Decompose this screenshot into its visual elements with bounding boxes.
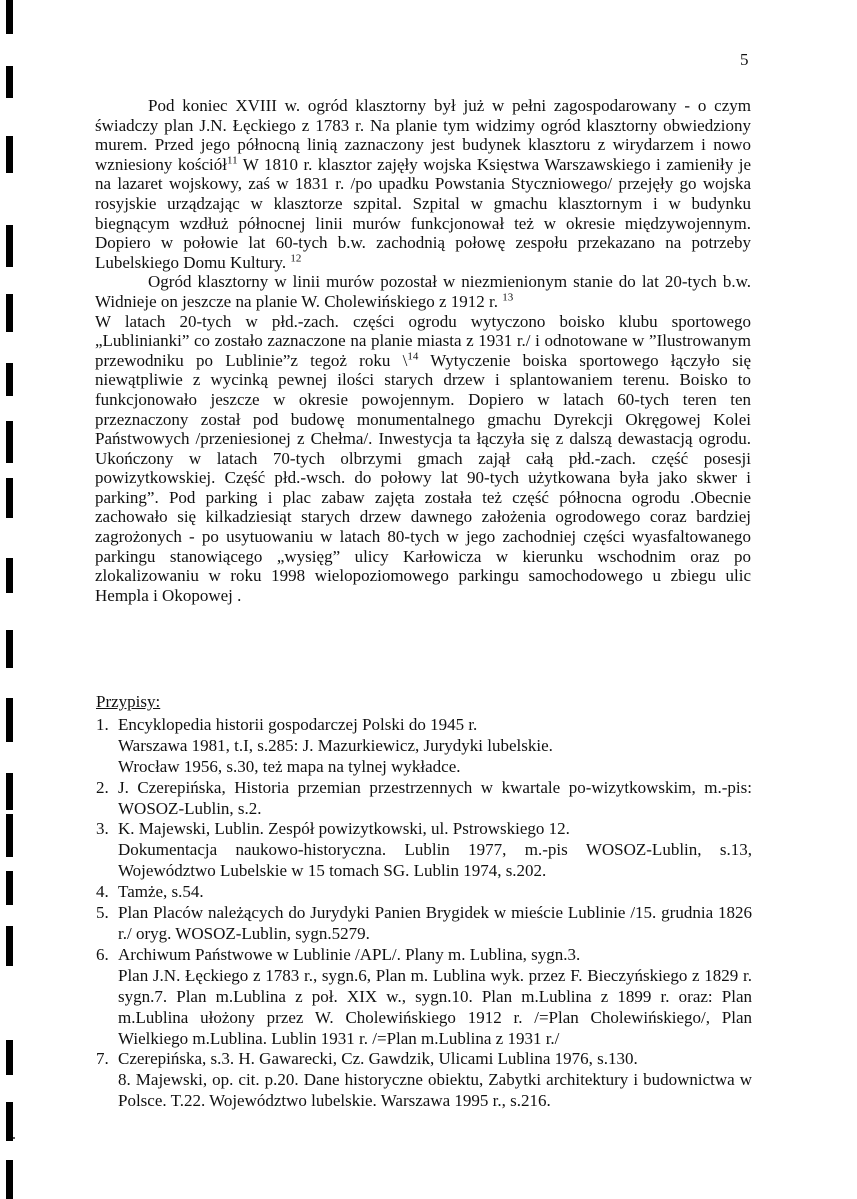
footnote-item: 8. Majewski, op. cit. p.20. Dane historyczne obiektu, Zabytki architektury i budownictwa w Polsce. T.22. Województwo lubelskie. Warszawa 1995 r., s.216. xyxy=(118,1070,752,1111)
footnote-number: 2. xyxy=(96,777,109,797)
footnote-line: Archiwum Państwowe w Lublinie /APL/. Plany m. Lublina, sygn.3. xyxy=(118,944,581,964)
footnote-item xyxy=(96,903,752,945)
footnote-item xyxy=(96,945,752,1050)
binding-hole xyxy=(6,871,13,905)
footnote-line: Wrocław 1956, s.30, też mapa na tylnej wykładce. xyxy=(118,756,461,776)
binding-hole xyxy=(6,421,13,463)
text-segment: Ogród klasztorny w linii murów pozostał w niezmienionym stanie do lat 20-tych b.w. Widnieje on jeszcze na planie W. Cholewińskiego z 1912 r. xyxy=(95,272,751,311)
footnote-line: K. Majewski, Lublin. Zespół powizytkowski, ul. Pstrowskiego 12. xyxy=(118,819,570,839)
binding-hole xyxy=(6,0,13,34)
page-number: 5 xyxy=(740,50,749,69)
binding-hole xyxy=(6,630,13,668)
footnote-item xyxy=(96,715,752,778)
binding-hole xyxy=(6,136,13,173)
binding-hole xyxy=(6,66,13,98)
footnote-ref: 12 xyxy=(290,252,302,265)
binding-hole xyxy=(6,478,13,518)
text-segment: W 1810 r. klasztor zajęły wojska Księstwa Warszawskiego i zamieniły je na lazaret wojskowy, zaś w 1831 r. /po upadku Powstania Styczniowego/ przejęły go wojska rosyjskie urządzając w klasztorze szpital. Szpital w gmachu klasztornym i w budynku biegnącym wzdłuż północnej linii murów funkcjonował też w okresie międzywojennym. Dopiero w połowie lat 60-tych b.w. zachodnią połowę zespołu przekazano na potrzeby Lubelskiego Domu Kultury. xyxy=(95,154,751,272)
footnote-line: Tamże, s.54. xyxy=(118,882,204,902)
footnote-line: Plan Placów należących do Jurydyki Panien Brygidek w mieście Lublinie /15. grudnia 1826 r./ oryg. WOSOZ-Lublin, sygn.5279. xyxy=(118,903,752,943)
footnote-line: J. Czerepińska, Historia przemian przestrzennych w kwartale po-wizytkowskim, m.-pis: WOSOZ-Lublin, s.2. xyxy=(118,777,752,818)
binding-hole xyxy=(6,225,13,267)
binding-hole xyxy=(6,294,13,332)
footnote-ref: 11 xyxy=(227,154,238,167)
footnote-line: Czerepińska, s.3. H. Gawarecki, Cz. Gawdzik, Ulicami Lublina 1976, s.130. xyxy=(118,1049,638,1069)
footnote-number: 4. xyxy=(96,882,109,902)
text-segment: Wytyczenie boiska sportowego łączyło się niewątpliwie z wycinką pewnej ilości starych drzew i splantowaniem terenu. Boisko to funkcjonowało jeszcze w okresie powojennym. Dopiero w latach 60-tych teren ten przeznaczony został pod budowę monumentalnego gmachu Dyrekcji Okręgowej Kolei Państwowych /przeniesionej z Chełma/. Inwestycja ta łączyła się z dalszą dewastacją ogrodu. Ukończony w latach 70-tych olbrzymi gmach zajął całą płd.-zach. część posesji powizytkowskiej. Część płd.-wsch. do połowy lat 90-tych użytkowana była jako skwer i parking”. Pod parking i plac zabaw zajęta została też część północna ogrodu .Obecnie zachowało się kilkadziesiąt starych drzew dawnego założenia ogrodowego coraz bardziej zagrożonych - po usytuowaniu w latach 80-tych w jego zachodniej części wyasfaltowanego parkingu stanowiącego „wysięg” ulicy Karłowicza w kierunku wschodnim oraz po zlokalizowaniu w roku 1998 wielopoziomowego parkingu samochodowego u zbiegu ulic Hempla i Okopowej . xyxy=(95,350,751,605)
binding-hole xyxy=(6,1040,13,1075)
footnote-item xyxy=(96,778,752,820)
text-segment: Pod koniec XVIII w. ogród klasztorny był już w pełni zagospodarowany - o czym świadczy plan J.N. Łęckiego z 1783 r. Na planie tym widzimy ogród klasztorny obwiedziony murem. Przed jego północną linią zaznaczony jest budynek klasztoru z wirydarzem i nowo wzniesiony kościół xyxy=(95,96,751,174)
binding-hole xyxy=(6,698,13,742)
binding-hole xyxy=(6,926,13,966)
body-text xyxy=(95,96,751,605)
footnote-number: 5. xyxy=(96,903,109,923)
footnote-line: Dokumentacja naukowo-historyczna. Lublin 1977, m.-pis WOSOZ-Lublin, s.13, Województwo Lubelskie w 15 tomach SG. Lublin 1974, s.202. xyxy=(118,840,752,881)
binding-hole xyxy=(6,1102,13,1141)
footnote-ref: 13 xyxy=(502,291,514,304)
scan-speck xyxy=(13,1137,15,1139)
footnote-ref: 14 xyxy=(407,350,419,363)
binding-hole xyxy=(6,363,13,396)
binding-hole xyxy=(6,558,13,593)
footnote-number: 7. xyxy=(96,1049,109,1069)
footnote-item xyxy=(96,819,752,882)
footnote-line: Warszawa 1981, t.I, s.285: J. Mazurkiewicz, Jurydyki lubelskie. xyxy=(118,735,553,755)
footnote-line: Plan J.N. Łęckiego z 1783 r., sygn.6, Plan m. Lublina wyk. przez F. Bieczyńskiego z 1829 r. sygn.7. Plan m.Lublina z poł. XIX w., sygn.10. Plan m.Lublina z 1899 r. oraz: Plan m.Lublina ułożony przez W. Cholewińskiego 1912 r. /=Plan Cholewińskiego/, Plan Wielkiego m.Lublina. Lublin 1931 r. /=Plan m.Lublina z 1931 r./ xyxy=(118,965,752,1048)
paragraph-1 xyxy=(95,96,751,272)
paragraph-3 xyxy=(95,312,751,606)
footnotes xyxy=(96,692,752,1112)
footnote-item xyxy=(96,1049,752,1070)
binding-hole xyxy=(6,773,13,810)
paragraph-2 xyxy=(95,272,751,311)
binding-hole xyxy=(6,1160,13,1199)
footnote-number: 6. xyxy=(96,944,109,964)
footnote-number: 1. xyxy=(96,714,109,734)
binding-holes xyxy=(0,0,20,1199)
footnote-number: 3. xyxy=(96,819,109,839)
footnote-line: Encyklopedia historii gospodarczej Polski do 1945 r. xyxy=(118,714,478,734)
footnote-item xyxy=(96,882,752,903)
binding-hole xyxy=(6,814,13,857)
footnotes-heading: Przypisy: xyxy=(96,692,161,711)
text-segment: W latach 20-tych w płd.-zach. części ogrodu wytyczono boisko klubu sportowego „Lublinianki” co zostało zaznaczone na planie miasta z 1931 r./ i odnotowane w ”Ilustrowanym przewodniku po Lublinie”z tegoż roku \ xyxy=(95,311,751,370)
